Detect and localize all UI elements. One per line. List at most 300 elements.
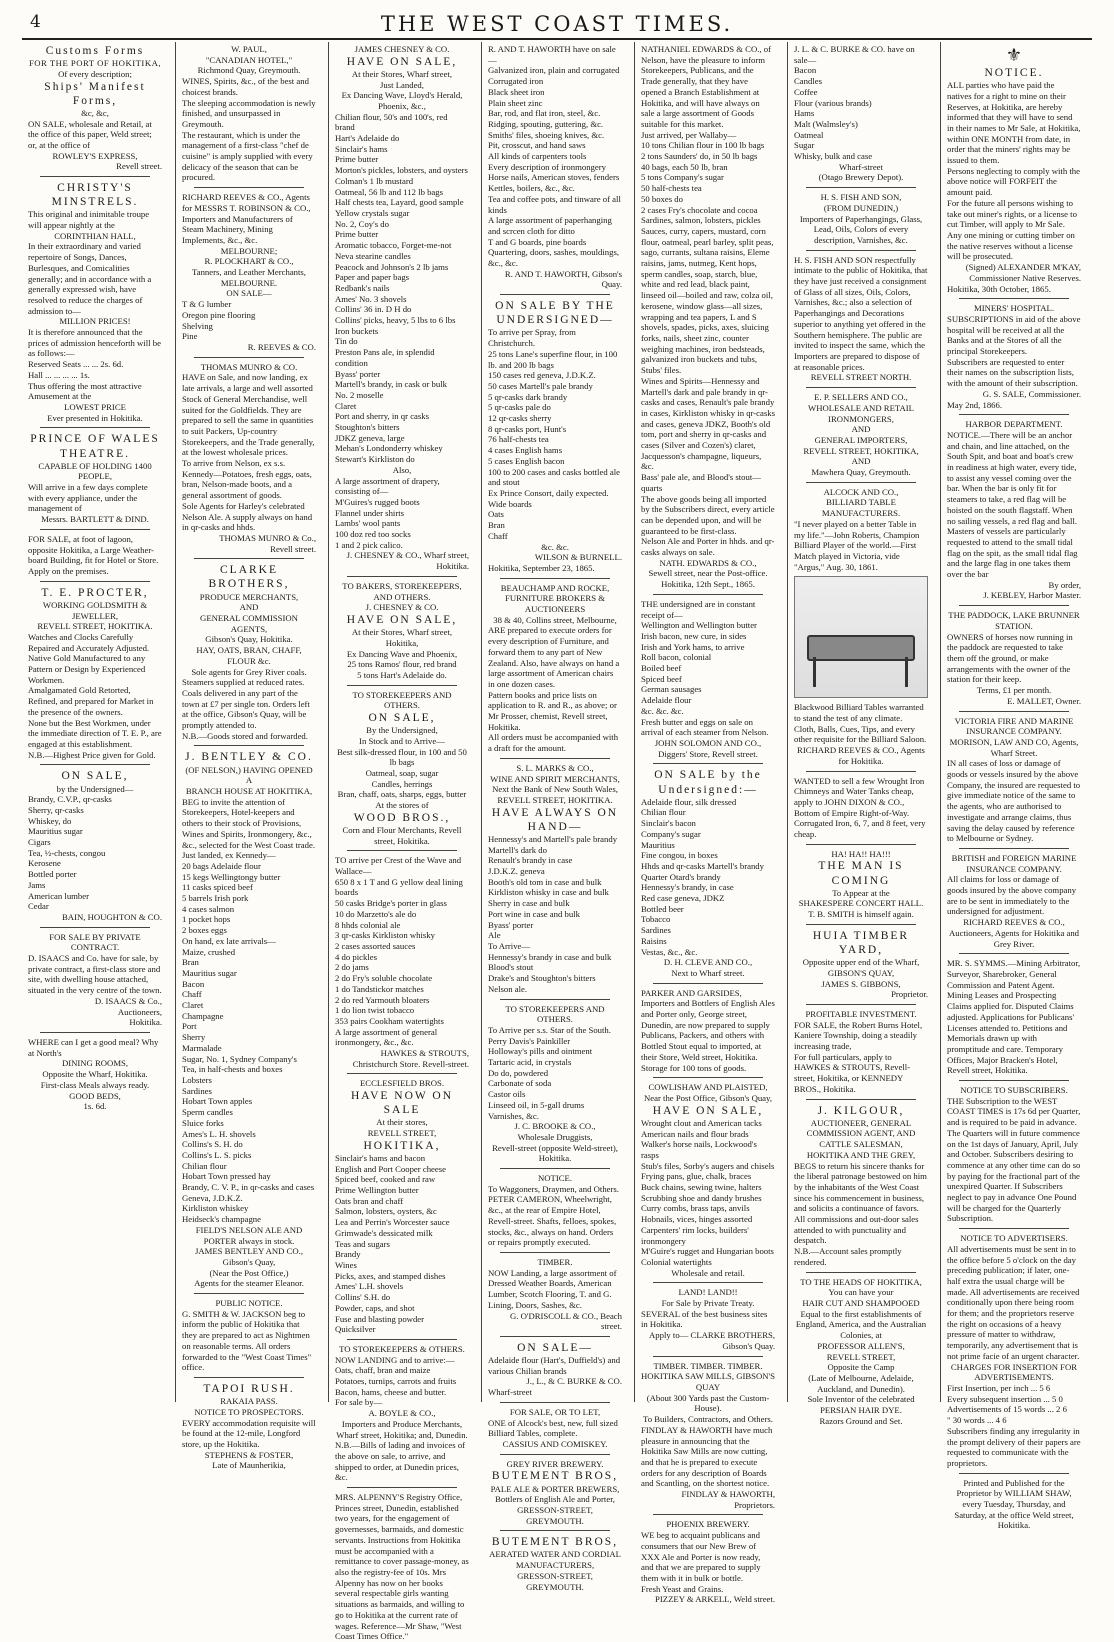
advert-text: Sardines, salmon, lobsters, pickles (641, 215, 761, 226)
advert-text: Just landed, ex Kennedy— (182, 850, 276, 861)
column-rule (500, 1402, 610, 1403)
advert-text: (About 300 Yards past the Custom-House). (646, 1392, 770, 1414)
advert-text: REVELL STREET NORTH. (810, 372, 912, 383)
advert-text: Fresh Yeast and Grains. (641, 1583, 724, 1594)
advert-text: Martell's brandy, in cask or bulk (335, 379, 447, 390)
column-rule (40, 427, 150, 428)
advert-text: 8 qr-casks port, Hunt's (488, 423, 567, 434)
advert-text: For Sale by Private Treaty. (661, 1298, 755, 1309)
advert-text: At the stores of (375, 800, 429, 811)
column-rule (653, 1356, 763, 1357)
advert-text: At their stores, (376, 1117, 428, 1128)
advert-text: Smiths' files, shoeing knives, &c. (488, 129, 605, 140)
advert-text: Subscribers finding any irregularity in the prompt delivery of their papers are requested to communicate with the proprietors. (947, 1425, 1081, 1468)
table-leg (905, 657, 908, 687)
advert-text: Candles (794, 76, 822, 87)
advert-text: 2 do red Yarmouth bloaters (335, 994, 430, 1005)
advert-text: ONE of Alcock's best, new, full sized Billiard Tables, complete. (488, 1417, 618, 1439)
column-1 (22, 42, 167, 1402)
advert-text: Heidseck's champagne (182, 1214, 261, 1225)
billiard-table-illustration (794, 576, 928, 698)
advert-text: &c, &c, (81, 107, 109, 118)
advert-text: 2 tons Saunders' do, in 50 lb bags (641, 151, 758, 162)
advert-heading: ON SALE by the Undersigned:— (654, 769, 762, 796)
advert-text: Sinclair's hams (335, 143, 388, 154)
advert-text: Adelaide flour (Hart's, Duffield's) and various Chilian brands (488, 1355, 621, 1376)
advert-text: WILSON & BURNELL. (534, 552, 622, 563)
advert-text: NOTICE TO ADVERTISERS. (960, 1233, 1068, 1244)
column-rule (806, 1099, 916, 1100)
column-rule (194, 187, 304, 188)
advert-text: Coffee (794, 86, 818, 97)
advert-text: Hams (794, 108, 815, 119)
advert-text: H. S. FISH AND SON, (820, 192, 902, 203)
advert-text: Bottled porter (28, 869, 77, 880)
column-rule (500, 578, 610, 579)
advert-text: FINDLAY & HAWORTH have much pleasure in announcing that the Hokitika Saw Mills are now cutting, and that he is prepared to execute orders for any description of Boards and Scantling, on the shortest notice. (641, 1424, 773, 1489)
advert-text: G. O'DRISCOLL & CO., Beach street. (510, 1310, 622, 1332)
advert-text: Wines and Spirits—Hennessy and Martell's dark and pale brandy in qr-casks and cases, Renault's pale brandy in cases, Kirkliston whisky in qr-casks and cases, geneva JDKZ, Booth's old tom, port and sherry in qr-casks and cases (Silver and Cozen's) claret, Jacquesson's champagne, liqueurs, &c. (641, 375, 775, 472)
advert-text: 11 casks spiced beef (182, 882, 253, 893)
advert-text: Storage for 100 tons of goods. (641, 1062, 747, 1073)
column-rule (347, 1339, 457, 1340)
advert-text: PIZZEY & ARKELL, Weld street. (655, 1594, 775, 1605)
advert-text: German sausages (641, 684, 702, 695)
advert-text: Whisky, bulk and case (794, 151, 873, 162)
advert-text: Bran, chaff, oats, sharps, eggs, butter (337, 789, 467, 800)
advert-text: Roll bacon, colonial (641, 652, 712, 663)
advert-text: Oregon pine flooring (182, 309, 256, 320)
advert-text: This original and inimitable troupe will appear nightly at the (28, 209, 150, 231)
advert-text: Native Gold Manufactured to any Pattern or Design by Experienced Workmen. (28, 653, 146, 685)
advert-text: Ex Prince Consort, daily expected. (488, 488, 609, 498)
advert-text: Linseed oil, in 5-gall drums (488, 1099, 585, 1110)
column-rule (806, 387, 916, 388)
advert-text: N.B.—Goods stored and forwarded. (182, 730, 308, 741)
advert-text: Ames's L. H. shovels (182, 1128, 256, 1139)
advert-text: Best silk-dressed flour, in 100 and 50 lb bags (337, 746, 467, 768)
advert-text: TO STOREKEEPERS & OTHERS. (339, 1343, 465, 1354)
advert-text: WORKING GOLDSMITH & JEWELLER, (42, 599, 148, 621)
advert-text: Collins's L. S. picks (182, 1149, 252, 1160)
advert-text: A. BOYLE & CO., (368, 1408, 436, 1419)
advert-text: FOR SALE, OR TO LET, (509, 1406, 601, 1417)
advert-text: Sluice forks (182, 1117, 224, 1128)
advert-text: Bottlers of English Ale and Porter, (495, 1494, 615, 1505)
advert-heading: HAVE ALWAYS ON HAND— (491, 806, 619, 833)
advert-text: Chilian flour, 50's and 100's, red brand (335, 111, 448, 133)
advert-text: 5 qr-casks dark brandy (488, 391, 568, 402)
advert-text: N.B.—Highest Price given for Gold. (28, 749, 156, 760)
column-rule (347, 1073, 457, 1074)
advert-text: Oatmeal, soap, sugar (365, 768, 439, 779)
advert-text: Wharf-street (488, 1387, 532, 1398)
column-rule (347, 1487, 457, 1488)
advert-text: " 30 words ... 4 6 (947, 1415, 1007, 1426)
advert-heading: ON SALE, (368, 712, 436, 725)
advert-text: Picks, axes, and stamped dishes (335, 1270, 446, 1281)
advert-text: The sleeping accommodation is newly finished, and unsurpassed in Greymouth. (182, 97, 316, 129)
advert-text: FOR SALE BY PRIVATE CONTRACT. (49, 931, 141, 953)
advert-text: Kirkliston whisky in case and bulk (488, 887, 609, 898)
advert-text: W. PAUL, (231, 44, 267, 54)
advert-text: Watches and Clocks Carefully Repaired and Accurately Adjusted. (28, 631, 150, 653)
advert-text: TO arrive per Crest of the Wave and Wallace— (335, 855, 462, 877)
column-rule (500, 999, 610, 1000)
advert-text: Sinclair's hams and bacon (335, 1152, 426, 1163)
advert-text: NOTICE. (537, 1173, 573, 1184)
column-3 (328, 42, 474, 1642)
advert-text: Ames' L.H. shovels (335, 1281, 404, 1292)
advert-text: Port wine in case and bulk (488, 908, 580, 919)
advert-text: Steamers supplied at reduced rates. Coals delivered in any part of the town at £7 per single ton. Orders left at the office, Gibson's Quay, will be promptly attended to. (182, 677, 310, 731)
advert-text: Bacon (794, 65, 817, 76)
advert-heading: HOKITIKA, (363, 1139, 441, 1152)
advert-heading: Ships' Manifest Forms, (44, 80, 146, 107)
advert-text: Gibson's Quay, (222, 1256, 276, 1267)
advert-text: HAVE on Sale, and now landing, ex late arrivals, a large and well assorted Stock of General Merchandise, well suited for the Goldfields. They are prepared to sell the same in quantities to suit Packers, Up-country Storekeepers, and the Trade generally, at the lowest wholesale prices. (182, 372, 315, 458)
advert-text: Reserved Seats ... ... 2s. 6d. (28, 359, 124, 370)
advert-text: Stoughton's bitters (335, 422, 400, 433)
advert-text: Fuse and blasting powder (335, 1313, 425, 1324)
advert-text: 1 pocket hops (182, 914, 231, 925)
advert-text: Collins' 36 in. D H do (335, 304, 412, 315)
advert-text: Proprietor. (891, 989, 928, 1000)
masthead-rule (22, 38, 1092, 40)
advert-text: Apply to— CLARKE BROTHERS, Gibson's Quay. (649, 1330, 775, 1351)
advert-text: ON SALE, wholesale and Retail, at the office of this paper, Weld street; or, at the office of (28, 118, 152, 150)
advert-text: Bar, rod, and flat iron, steel, &c. (488, 108, 601, 119)
advert-text: 1 do lion twist tobacco (335, 1005, 415, 1016)
advert-text: To Arrive— (488, 941, 531, 951)
advert-text: Bottled beer (641, 903, 684, 914)
advert-text: May 2nd, 1866. (947, 399, 1003, 410)
advert-text: Collins' S.H. do (335, 1292, 391, 1303)
advert-text: Bass' pale ale, and Blood's stout—quarts (641, 472, 761, 493)
advert-text: JAMES BENTLEY AND CO., (194, 1246, 304, 1257)
advert-text: PARKER AND GARSIDES, Importers and Bottlers of English Ales and Porter only, George street, Dunedin, are now prepared to supply Publicans, Packers, and others with Bottled Stout equal to imported, at their Store, Weld street, Hokitika. (641, 987, 775, 1062)
advert-text: Bran (182, 957, 199, 968)
advert-text: Wharf-street (839, 161, 883, 172)
advert-text: The restaurant, which is under the management of a first-class "chef de cuisine" is amply supplied with every delicacy of the season that can be procured. (182, 129, 313, 183)
advert-text: Just Landed, (380, 79, 424, 90)
advert-text: All claims for loss or damage of goods insured by the above company are to be sent in immediately to the undersigned for adjustment. (947, 874, 1077, 917)
advert-text: HAY, OATS, BRAN, CHAFF, FLOUR &c. (196, 645, 302, 666)
advert-heading: PRINCE OF WALES THEATRE. (30, 433, 160, 460)
advert-text: Adelaide flour, silk dressed (641, 796, 737, 807)
column-rule (500, 294, 610, 295)
advert-text: At their Stores, Wharf street, (351, 68, 453, 79)
advert-text: Martell's dark do (488, 844, 547, 855)
advert-text: To Appear at the (832, 887, 890, 898)
advert-text: R. AND T. HAWORTH, Gibson's Quay. (504, 268, 622, 290)
advert-text: 50 cases Martell's pale brandy (488, 380, 593, 391)
advert-text: Hennessy's and Martell's pale brandy (488, 833, 618, 844)
advert-text: GREY RIVER BREWERY. (506, 1458, 604, 1469)
advert-text: R. REEVES & CO. (247, 341, 316, 352)
advert-text: NOTICE TO SUBSCRIBERS. (960, 1085, 1068, 1096)
column-rule (194, 1377, 304, 1378)
advert-text: OWNERS of horses now running in the paddock are requested to take them off the ground, or make arrangements with the owner of the station for their keep. (947, 631, 1073, 685)
advert-heading: ON SALE BY THE UNDERSIGNED— (495, 300, 615, 327)
advert-text: NOW LANDING and to arrive:— (335, 1354, 455, 1365)
advert-text: FOR SALE, at foot of lagoon, opposite Hokitika, a Large Weather-board Building, fit for Hotel or Store. Apply on the premises. (28, 533, 159, 576)
advert-text: To arrive from Nelson, ex s.s. Kennedy—Potatoes, fresh eggs, oats, bran, Nelson-made boots, and a general assortment of goods. (182, 458, 312, 501)
advert-text: Malt (Walmsley's) (794, 118, 858, 129)
advert-text: D. H. CLEVE AND CO., (663, 957, 753, 968)
advert-text: 1s. 6d. (83, 1101, 107, 1112)
advert-text: HARBOR DEPARTMENT. (965, 419, 1063, 430)
advert-text: For full particulars, apply to HAWKES & STROUTS, Revell-street, Hokitika, or KENNEDY BROS., Hokitika. (794, 1051, 911, 1094)
advert-text: Stewart's Kirkliston do (335, 454, 415, 465)
column-rule (959, 1080, 1069, 1081)
advert-text: PRODUCE MERCHANTS, (199, 591, 299, 602)
advert-text: PROFITABLE INVESTMENT. (805, 1008, 917, 1019)
advert-text: WE beg to acquaint publicans and consumers that our New Brew of XXX Ale and Porter is now ready, and that we are prepared to supply them with it in bulk or bottle. (641, 1530, 761, 1583)
advert-text: Oats (488, 509, 504, 520)
advert-text: In Stock and to Arrive— (359, 735, 445, 746)
column-rule (500, 758, 610, 759)
advert-text: 3 qr-casks Kirkliston whisky (335, 930, 435, 941)
advert-text: AND (239, 602, 259, 613)
advert-text: Hokitika, 30th October, 1865. (947, 283, 1051, 294)
advert-text: 10 tons Chilian flour in 100 lb bags (641, 140, 765, 151)
advert-text: Blackwood Billiard Tables warranted to stand the test of any climate. (794, 702, 924, 724)
advert-text: At their Stores, Wharf street, Hokitika, (351, 627, 453, 648)
advert-text: Corrugated iron (488, 76, 544, 87)
advert-text: Prime butter (335, 154, 379, 165)
column-rule (959, 711, 1069, 712)
advert-text: Booth's old tom in case and bulk (488, 876, 602, 887)
advert-text: T & G lumber (182, 299, 232, 310)
advert-text: 150 cases red geneva, J.D.K.Z. (488, 370, 596, 381)
advert-text: Black sheet iron (488, 86, 545, 97)
advert-text: TO STOREKEEPERS AND OTHERS. (505, 1003, 605, 1025)
column-rule (40, 1032, 150, 1033)
advert-text: 100 to 200 cases and casks bottled ale and stout (488, 466, 620, 488)
advert-text: RAKAIA PASS. (220, 1396, 278, 1407)
advert-text: First Insertion, per inch ... 5 6 (947, 1383, 1051, 1393)
advert-text: American nails and flour brads (641, 1128, 749, 1139)
advert-heading: HAVE ON SALE, (346, 55, 458, 68)
advert-text: Hobart Town pressed hay (182, 1171, 271, 1182)
advert-text: Curry combs, brass taps, anvils (641, 1203, 750, 1214)
advert-text: Paper and paper bags (335, 272, 410, 283)
advert-text: By the Undersigned, (366, 725, 438, 736)
advert-text: S. L. MARKS & CO., (516, 762, 594, 773)
advert-text: BRANCH HOUSE AT HOKITIKA, (185, 786, 313, 797)
advert-text: Tea, ½-chests, congou (28, 847, 106, 858)
advert-text: It is therefore announced that the prices of admission henceforth will be as follows:— (28, 327, 161, 359)
advert-text: Masters of vessels are particularly requested to attend to the small tidal flag on the spit, as the small tidal flag and the large flag in one takes them over the bar (947, 526, 1078, 580)
advert-text: T and G boards, pine boards (488, 236, 587, 247)
advert-text: 50 half-chests tea (641, 183, 702, 194)
advert-text: Ridging, spouting, guttering, &c. (488, 118, 604, 129)
advert-text: Flannel under shirts (335, 507, 405, 518)
advert-text: All advertisements must be sent in to the office before 5 o'clock on the day preceding publication; if later, one-half extra the usual charge will be made. All advertisements are received conditionally upon there being room for them; and the proprietors reserve the right on occasions of a heavy pressure of matter to withdraw, temporarily, any advertisement that is not prime facie of an urgent character. (947, 1243, 1080, 1361)
advert-text: FIELD'S NELSON ALE AND PORTER always in stock. (195, 1224, 303, 1246)
advert-text: Tobacco (641, 914, 671, 925)
advert-text: A large assortment of general ironmongery, &c., &c. (335, 1026, 438, 1048)
advert-text: Perry Davis's Painkiller (488, 1035, 571, 1046)
advert-text: T. B. SMITH is himself again. (808, 909, 914, 920)
advert-text: 4 do pickles (335, 951, 377, 962)
advert-text: PROFESSOR ALLEN'S, (817, 1340, 905, 1351)
advert-text: JAMES S. GIBBONS, (821, 978, 901, 989)
advert-text: Razors Ground and Set. (819, 1415, 903, 1426)
advert-text: Marmalade (182, 1042, 222, 1053)
advert-text: Revell-street (opposite Weld-street), Hokitika. (492, 1142, 618, 1164)
advert-text: 25 tons Lane's superfine flour, in 100 lb. and 200 lb bags (488, 348, 618, 370)
advert-text: J. CHESNEY & CO. (365, 602, 439, 613)
advert-text: CAPABLE OF HOLDING 1400 PEOPLE, (38, 460, 152, 482)
advert-text: 2 do jams (335, 962, 369, 973)
advert-text: For sale by— (335, 1397, 383, 1408)
advert-heading: ON SALE, (61, 770, 129, 783)
column-rule (194, 745, 304, 746)
advert-text: Hokitika, September 23, 1865. (488, 562, 595, 573)
advert-text: Brandy, C.V.P., qr-casks (28, 794, 112, 805)
advert-text: Persons neglecting to comply with the above notice will FORFEIT the amount paid. (947, 165, 1080, 198)
masthead (0, 0, 1114, 40)
advert-text: Wholesale Druggists, (517, 1131, 593, 1142)
advert-text: LOWEST PRICE (64, 401, 126, 412)
advert-text: First-class Meals always ready. (40, 1079, 150, 1090)
advert-text: To Arrive per s.s. Star of the South. (488, 1024, 611, 1035)
advert-text: Corn and Flour Merchants, Revell street, Hokitika. (342, 824, 462, 846)
advert-text: Cedar (28, 901, 49, 912)
advert-text: Hokitika, 12th Sept., 1865. (661, 579, 755, 590)
advert-text: Terms, £1 per month. (976, 685, 1052, 696)
advert-heading: HAVE NOW ON SALE (350, 1090, 454, 1117)
advert-text: Kirkliston whiskey (182, 1203, 249, 1214)
advert-heading: HAVE ON SALE, (652, 1104, 764, 1117)
advert-text: Irish and York hams, to arrive (641, 641, 745, 652)
advert-text: 8 hhds colonial ale (335, 919, 401, 930)
advert-text: Sperm candles (182, 1107, 233, 1118)
advert-text: (Near the Post Office,) (209, 1267, 289, 1278)
advert-text: REVELL STREET, (826, 1351, 896, 1362)
advert-text: FINDLAY & HAWORTH, Proprietors. (681, 1489, 775, 1510)
advert-text: TO THE HEADS OF HOKITIKA, (800, 1276, 922, 1287)
advert-text: BRITISH and FOREIGN MARINE INSURANCE COMPANY. (951, 852, 1077, 874)
advert-text: Will arrive in a few days complete with every appliance, under the management of (28, 482, 148, 514)
advert-text: Richmond Quay, Greymouth. (197, 65, 301, 76)
advert-text: Red case geneva, JDKZ (641, 893, 725, 904)
advert-text: Walker's horse nails, Lockwood's rasps (641, 1139, 757, 1160)
column-4 (481, 42, 627, 1592)
advert-text: Just arrived, per Wallaby— (641, 129, 737, 140)
advert-text: 20 bags Adelaide flour (182, 860, 261, 871)
advert-text: Next to Wharf street. (671, 967, 745, 978)
advert-text: Holloway's pills and ointment (488, 1046, 593, 1057)
advert-text: E. MALLET, Owner. (1007, 695, 1081, 706)
advert-text: Sherry, qr-casks (28, 804, 84, 815)
advert-text: (FROM DUNEDIN,) (823, 202, 899, 213)
column-rule (959, 605, 1069, 606)
advert-text: Hart's Adelaide do (335, 133, 400, 144)
advert-text: Irish bacon, new cure, in sides (641, 630, 747, 641)
advert-text: Agents for the steamer Eleanor. (194, 1278, 304, 1289)
advert-heading: J. BENTLEY & CO. (185, 751, 313, 764)
advert-text: Carbonate of soda (488, 1078, 552, 1089)
advert-text: Wholesale and retail. (671, 1267, 745, 1278)
advert-text: Shelving (182, 320, 213, 331)
advert-text: Bran (488, 520, 505, 531)
advert-text: JDKZ geneva, large (335, 432, 405, 443)
advert-text: Sauces, curry, capers, mustard, corn flour, oatmeal, pearl barley, split peas, sago, currants, sultana raisins, Eleme raisins, jams, nutmeg, Kent hops, sperm candles, soap, starch, blue, white and red lead, black paint, linseed oil—boiled and raw, colza oil, kerosene, window glass—all sizes, wrapping and tea papers, L and S shovels, spades, picks, axes, sluicing forks, nails, sheet zinc, counter weighing machines, iron bedsteads, galvanized iron buckets and tubs, Stubs' files. (641, 225, 774, 376)
advert-text: WHOLESALE AND RETAIL IRONMONGERS, (808, 402, 914, 424)
advert-text: Claret (182, 1000, 204, 1011)
advert-text: Mauritius sugar (182, 967, 237, 978)
column-rule (347, 685, 457, 686)
column-5 (634, 42, 780, 1605)
advert-text: In their extraordinary and varied repertoire of Songs, Dances, Burlesques, and Comicalities generally; and in accordance with a generally expressed wish, have resolved to reduce the charges of admission to— (28, 241, 152, 316)
advert-text: Claret (335, 400, 357, 411)
advert-text: Sinclair's bacon (641, 818, 696, 829)
advert-text: English and Port Cooper cheese (335, 1163, 446, 1174)
column-rule (653, 1514, 763, 1515)
advert-text: Half chests tea, Layard, good sample (335, 197, 464, 208)
advert-text: MINERS' HOSPITAL. (973, 303, 1055, 314)
advert-heading: NOTICE. (984, 67, 1044, 79)
advert-heading: CLARKE BROTHERS, (208, 564, 290, 591)
advert-text: 1 do Tandstickor matches (335, 983, 424, 994)
column-rule (194, 558, 304, 559)
advert-text: NOTICE.—There will be an anchor and chain, and line attached, on the South Spit, and boat and boat's crew in readiness at high water, every tide, to assist any vessel coming over the bar. When the bar is only fit for steamers to take, a red flag will be hoisted on the south flagstaff. When no sailing vessels, a red flag and ball. (947, 429, 1078, 526)
column-rule (500, 1336, 610, 1337)
advert-text: Revell street. (270, 543, 316, 554)
advert-text: J., L., & C. BURKE & CO. (526, 1376, 622, 1387)
advert-text: Thus offering the most attractive Amusement at the (28, 380, 142, 402)
advert-text: 10 do Marzetto's ale do (335, 908, 417, 919)
advert-text: J. L. & C. BURKE & CO. have on sale— (794, 44, 915, 65)
advert-text: Byass' porter (488, 919, 534, 930)
advert-text: G. S. SALE, Commissioner. (982, 388, 1081, 399)
advert-text: BAIN, HOUGHTON & CO. (62, 911, 162, 922)
advert-text: ALL parties who have paid the natives for a right to mine on their Reserves, at Hokitika, are hereby informed that they will have to send in their names to Mr Sale, at Hokitika, within ONE MONTH from date, in order that the miners' rights may be issued to them. (947, 80, 1081, 166)
advert-text: 25 tons Ramos' flour, red brand (347, 659, 457, 670)
advert-text: by the Undersigned— (56, 783, 134, 794)
advert-text: Hennessy's brandy in case and bulk (488, 951, 612, 962)
advert-text: Revell street. (116, 161, 162, 172)
advert-text: DINING ROOMS, (61, 1058, 129, 1069)
advert-text: Mehan's Londonderry whiskey (335, 443, 443, 454)
advert-text: Iron buckets (335, 325, 379, 336)
advert-text: Tartaric acid, in crystals (488, 1057, 572, 1068)
column-rule (500, 1168, 610, 1169)
advert-text: Equal to the first establishments of England, America, and the Australian Colonies, at (795, 1308, 927, 1341)
advert-text: Hokitika. (129, 1017, 162, 1028)
advert-text: Mauritius sugar (28, 826, 83, 837)
column-rule (959, 1473, 1069, 1474)
column-rule (653, 763, 763, 764)
advert-text: CORINTHIAN HALL, (54, 230, 136, 241)
advert-heading: BUTEMENT BROS, (491, 1470, 619, 1483)
column-rule (500, 1252, 610, 1253)
advert-text: Lambs' wool pants (335, 518, 401, 529)
advert-text: Sugar (794, 140, 815, 151)
advert-text: Tea and coffee pots, and tinware of all kinds (488, 193, 621, 215)
column-rule (40, 176, 150, 177)
column-rule (653, 1077, 763, 1078)
advert-text: Gibson's Quay, Hokitika. (205, 634, 293, 645)
advert-text: TO STOREKEEPERS AND OTHERS. (352, 689, 452, 711)
advert-text: Carpenters' rim locks, builders' ironmongery (641, 1224, 749, 1246)
advert-text: NATH. EDWARDS & CO., (659, 557, 757, 568)
advert-text: Tin do (335, 336, 358, 347)
advert-text: Of every description; (58, 68, 132, 79)
